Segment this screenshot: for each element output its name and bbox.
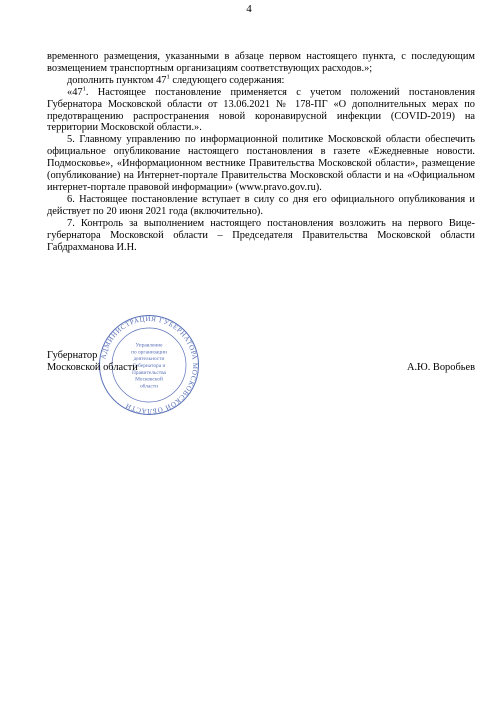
seal-inner-line: Управление <box>135 342 163 349</box>
superscript-marker: 1 <box>166 73 170 81</box>
document-body <box>47 51 475 253</box>
superscript-marker: 1 <box>82 85 86 93</box>
paragraph-6: 6. Настоящее постановление вступает в силу со дня его официального опубликования и действует по 20 июня 2021 года (включительно). <box>47 193 475 217</box>
signature-title-line2: Московской области <box>47 362 138 373</box>
signature-title-line1: Губернатор <box>47 350 98 361</box>
seal-outer-text: АДМИНИСТРАЦИЯ ГУБЕРНАТОРА МОСКОВСКОЙ ОБЛАСТИ <box>99 314 200 416</box>
paragraph-point-47: «$47^1$. Настоящее постановление применяется с учетом положений постановления Губернатора Московской области от 13.06.2021 № 178-ПГ «О дополнительных мерах по предотвращению распространения новой коронавирусной инфекции (COVID-2019) на территории Московской области.». <box>47 85 475 134</box>
seal-inner-line: области <box>139 383 159 390</box>
seal-inner-line: Московской <box>135 376 163 383</box>
seal-inner-line: по организации <box>131 349 167 356</box>
seal-inner-line: деятельности <box>133 356 165 363</box>
paragraph-continuation: временного размещения, указанными в абзаце первом настоящего пункта, с последующим возмещением транспортным организациям соответствующих расходов.»; <box>47 51 475 74</box>
page-number: 4 <box>246 3 252 15</box>
signatory-name: А.Ю. Воробьев <box>406 362 475 373</box>
seal-inner-line: Губернатора и <box>132 363 166 369</box>
paragraph-5: 5. Главному управлению по информационной политике Московской области обеспечить официальное опубликование настоящего постановления в газете «Ежедневные новости. Подмосковье», «Информационном вестнике Правительства Московской области», размещение (опубликование) на Интернет-портале Правительства Московской области и на «Официальном интернет-портале правовой информации» (www.pravo.gov.ru). <box>47 134 475 193</box>
signature-title <box>47 350 138 374</box>
seal-inner-line: Правительства <box>132 369 166 376</box>
paragraph-7: 7. Контроль за выполнением настоящего постановления возложить на первого Вице-губернатора Московской области – Председателя Правительства Московской области Габдрахманова И.Н. <box>47 217 475 253</box>
paragraph-amendment-intro: дополнить пунктом $47^1$ следующего содержания: <box>67 73 285 86</box>
